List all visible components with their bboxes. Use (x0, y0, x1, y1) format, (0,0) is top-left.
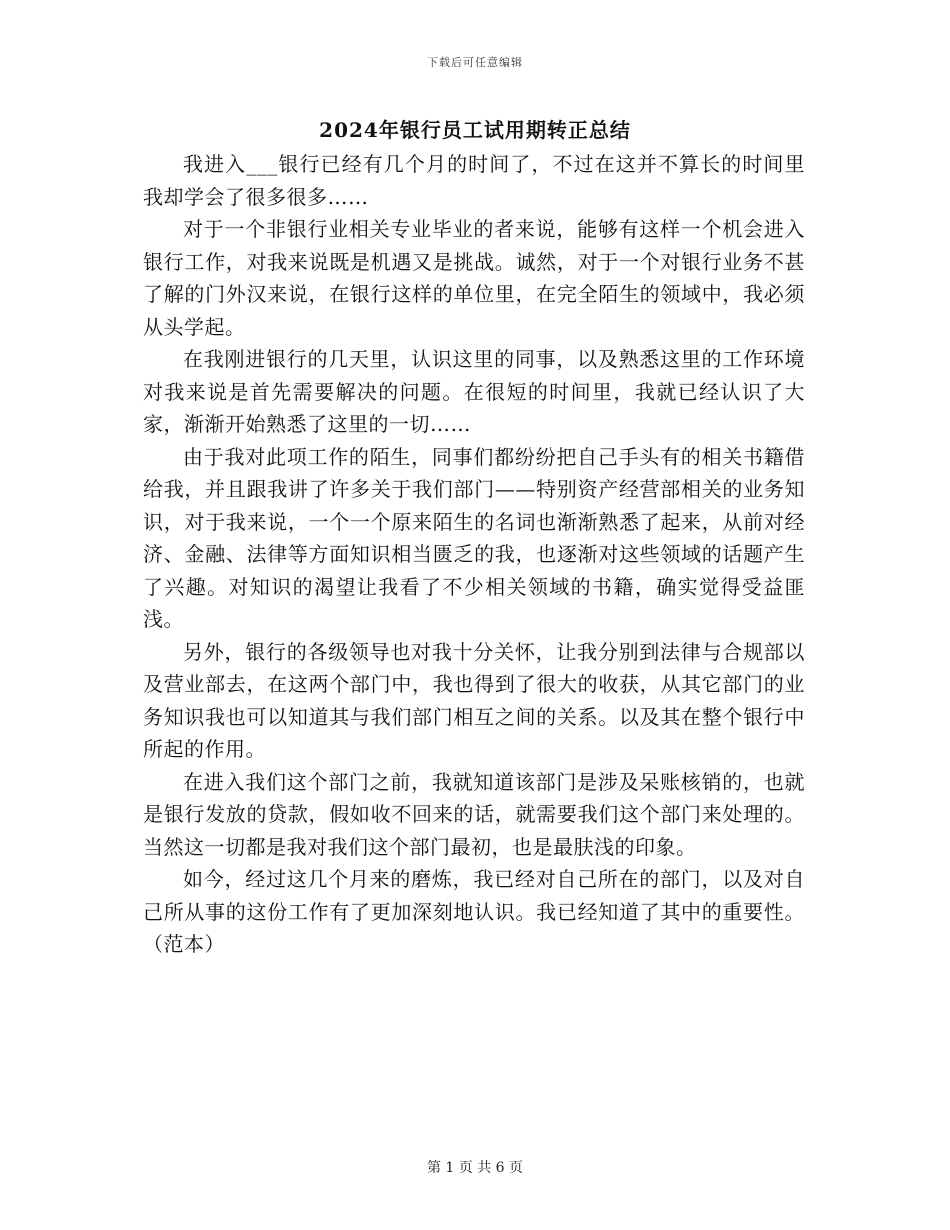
header-note: 下载后可任意编辑 (427, 56, 523, 69)
page-number-footer: 第 1 页 共 6 页 (426, 1160, 524, 1176)
document-body (143, 148, 805, 961)
paragraph: 在我刚进银行的几天里，认识这里的同事，以及熟悉这里的工作环境对我来说是首先需要解决的问题。在很短的时间里，我就已经认识了大家，渐渐开始熟悉了这里的一切…… (143, 347, 805, 436)
paragraph: 我进入___银行已经有几个月的时间了，不过在这并不算长的时间里我却学会了很多很多…… (143, 152, 805, 209)
document-title: 2024年银行员工试用期转正总结 (319, 118, 631, 142)
paragraph: 另外，银行的各级领导也对我十分关怀，让我分别到法律与合规部以及营业部去，在这两个部门中，我也得到了很大的收获，从其它部门的业务知识我也可以知道其与我们部门相互之间的关系。以及其在整个银行中所起的作用。 (143, 639, 805, 761)
paragraph: 对于一个非银行业相关专业毕业的者来说，能够有这样一个机会进入银行工作，对我来说既是机遇又是挑战。诚然，对于一个对银行业务不甚了解的门外汉来说，在银行这样的单位里，在完全陌生的领域中，我必须从头学起。 (143, 217, 805, 339)
paragraph: 如今，经过这几个月来的磨炼，我已经对自己所在的部门，以及对自己所从事的这份工作有了更加深刻地认识。我已经知道了其中的重要性。（范本） (143, 867, 805, 956)
paragraph: 在进入我们这个部门之前，我就知道该部门是涉及呆账核销的，也就是银行发放的贷款，假如收不回来的话，就需要我们这个部门来处理的。当然这一切都是我对我们这个部门最初，也是最肤浅的印象。 (143, 769, 805, 859)
paragraph: 由于我对此项工作的陌生，同事们都纷纷把自己手头有的相关书籍借给我，并且跟我讲了许多关于我们部门——特别资产经营部相关的业务知识，对于我来说，一个一个原来陌生的名词也渐渐熟悉了起来，从前对经济、金融、法律等方面知识相当匮乏的我，也逐渐对这些领域的话题产生了兴趣。对知识的渴望让我看了不少相关领域的书籍，确实觉得受益匪浅。 (143, 444, 805, 631)
